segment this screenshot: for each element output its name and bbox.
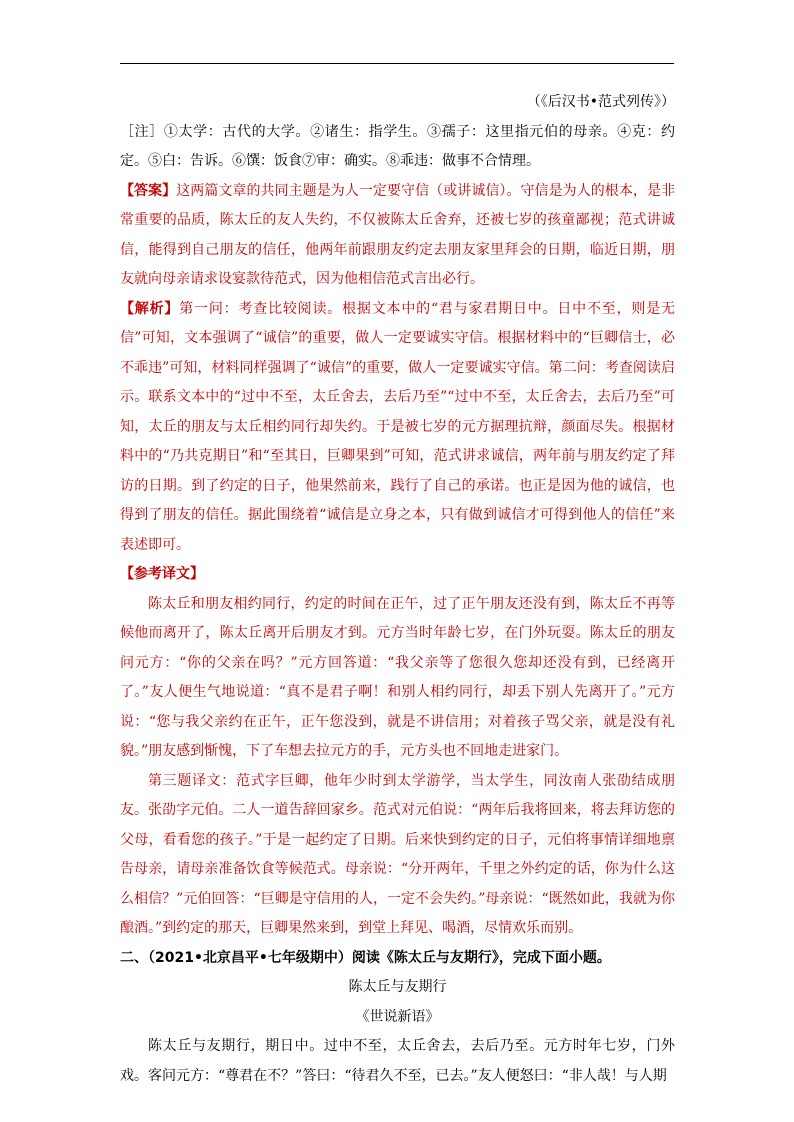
answer-text: 这两篇文章的共同主题是为人一定要守信（或讲诚信）。守信是为人的根本，是非常重要的品质，陈太丘的友人失约，不仅被陈太丘舍弃，还被七岁的孩童鄙视；范式讲诚信，能得到自己朋友的信任，他两年前跟朋友约定去朋友家里拜会的日期，临近日期，朋友就向母亲请求设宴款待范式，因为他相信范式言出必行。 (120, 182, 676, 287)
passage-text: 陈太丘与友期行，期日中。过中不至，太丘舍去，去后乃至。元方时年七岁，门外戏。客问元方：“尊君在不？”答曰：“待君久不至，已去。”友人便怒曰：“非人哉！与人期 (120, 1038, 675, 1084)
analysis-block (120, 295, 675, 561)
passage-title: 陈太丘与友期行 (348, 979, 447, 995)
answer-label: 【答案】 (120, 182, 177, 199)
footnotes: ［注］①太学：古代的大学。②诸生：指学生。③孺子：这里指元伯的母亲。④克：约定。⑤白：告诉。⑥馔：饭食⑦审：确实。⑧乖违：做事不合情理。 (120, 123, 675, 169)
translation-paragraph-1: 陈太丘和朋友相约同行，约定的时间在正午，过了正午朋友还没有到，陈太丘不再等候他而离开了，陈太丘离开后朋友才到。元方当时年龄七岁，在门外玩耍。陈太丘的朋友问元方：“你的父亲在吗？”元方回答道：“我父亲等了您很久您却还没有到，已经离开了。”友人便生气地说道：“真不是君子啊！和别人相约同行，却丢下别人先离开了。”元方说：“您与我父亲约在正午，正午您没到，就是不讲信用；对着孩子骂父亲，就是没有礼貌。”朋友感到惭愧，下了车想去拉元方的手，元方头也不回地走进家门。 (120, 595, 675, 759)
analysis-label: 【解析】 (120, 300, 180, 317)
source-citation: （《后汉书•范式列传》） (526, 94, 675, 110)
header-rule (120, 63, 674, 64)
answer-block (120, 177, 675, 295)
document-body (120, 88, 675, 1091)
analysis-text: 第一问：考查比较阅读。根据文本中的“君与家君期日中。日中不至，则是无信”可知，文本强调了“诚信”的重要，做人一定要诚实守信。根据材料中的“巨卿信士，必不乖违”可知，材料同样强调了“诚信”的重要，做人一定要诚实守信。第二问：考查阅读启示。联系文本中的“过中不至，太丘舍去，去后乃至”“过中不至，太丘舍去，去后乃至”可知，太丘的朋友与太丘相约同行却失约。于是被七岁的元方据理抗辩，颜面尽失。根据材料中的“乃共克期日”和“至其日，巨卿果到”可知，范式讲求诚信，两年前与朋友约定了拜访的日期。到了约定的日子，他果然前来，践行了自己的承诺。也正是因为他的诚信，也得到了朋友的信任。据此围绕着“诚信是立身之本，只有做到诚信才可得到他人的信任”来表述即可。 (120, 300, 676, 553)
passage-source: 《世说新语》 (355, 1008, 440, 1025)
translation-paragraph-2: 第三题译文：范式字巨卿，他年少时到太学游学，当太学生，同汝南人张劭结成朋友。张劭字元伯。二人一道告辞回家乡。范式对元伯说：“两年后我将回来，将去拜访您的父母，看看您的孩子。”于是一起约定了日期。后来快到约定的日子，元伯将事情详细地禀告母亲，请母亲准备饮食等候范式。母亲说：“分开两年，千里之外约定的话，你为什么这么相信？”元伯回答：“巨卿是守信用的人，一定不会失约。”母亲说：“既然如此，我就为你酿酒。”到约定的那天，巨卿果然来到，到堂上拜见、喝酒，尽情欢乐而别。 (120, 772, 675, 936)
translation-label: 【参考译文】 (120, 566, 204, 582)
section-heading: 二、（2021•北京昌平•七年级期中）阅读《陈太丘与友期行》，完成下面小题。 (120, 949, 611, 966)
